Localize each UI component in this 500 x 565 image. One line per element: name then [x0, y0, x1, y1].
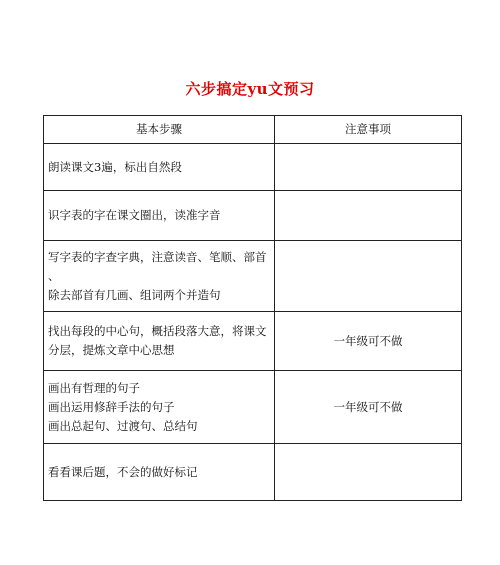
step-cell	[44, 444, 275, 501]
table-row	[44, 191, 462, 241]
step-line: 找出每段的中心句，概括段落大意，将课文	[48, 324, 267, 338]
note-cell: 一年级可不做	[275, 312, 462, 371]
table-row	[44, 312, 462, 371]
step-cell	[44, 191, 275, 241]
table-row	[44, 371, 462, 444]
table-row	[44, 241, 462, 312]
table-row	[44, 444, 462, 501]
step-line: 写字表的字查字典，注意读音、笔顺、部首	[48, 249, 267, 264]
note-cell: 一年级可不做	[275, 371, 462, 444]
header-notes: 注意事项	[275, 116, 462, 144]
step-line: 、	[48, 268, 60, 283]
step-line: 画出运用修辞手法的句子	[48, 399, 175, 414]
step-cell	[44, 312, 275, 371]
note-cell	[275, 444, 462, 501]
step-cell	[44, 241, 275, 312]
step-line: 画出有哲理的句子	[48, 380, 140, 395]
step-line: 朗读课文3遍，标出自然段	[48, 159, 182, 174]
step-cell	[44, 371, 275, 444]
step-cell	[44, 144, 275, 191]
table-header-row	[44, 116, 462, 144]
step-line: 识字表的字在课文圈出，读准字音	[48, 208, 221, 222]
preview-steps-table	[43, 115, 462, 501]
step-line: 除去部首有几画、组词两个并造句	[48, 287, 221, 302]
step-line: 看看课后题，不会的做好标记	[48, 464, 198, 479]
header-basic-steps: 基本步骤	[44, 116, 275, 144]
note-cell	[275, 144, 462, 191]
note-cell	[275, 241, 462, 312]
page-title: 六步搞定yu文预习	[185, 80, 315, 98]
step-line: 画出总起句、过渡句、总结句	[48, 418, 198, 433]
note-cell	[275, 191, 462, 241]
step-line: 分层，提炼文章中心思想	[48, 343, 175, 357]
table-row	[44, 144, 462, 191]
